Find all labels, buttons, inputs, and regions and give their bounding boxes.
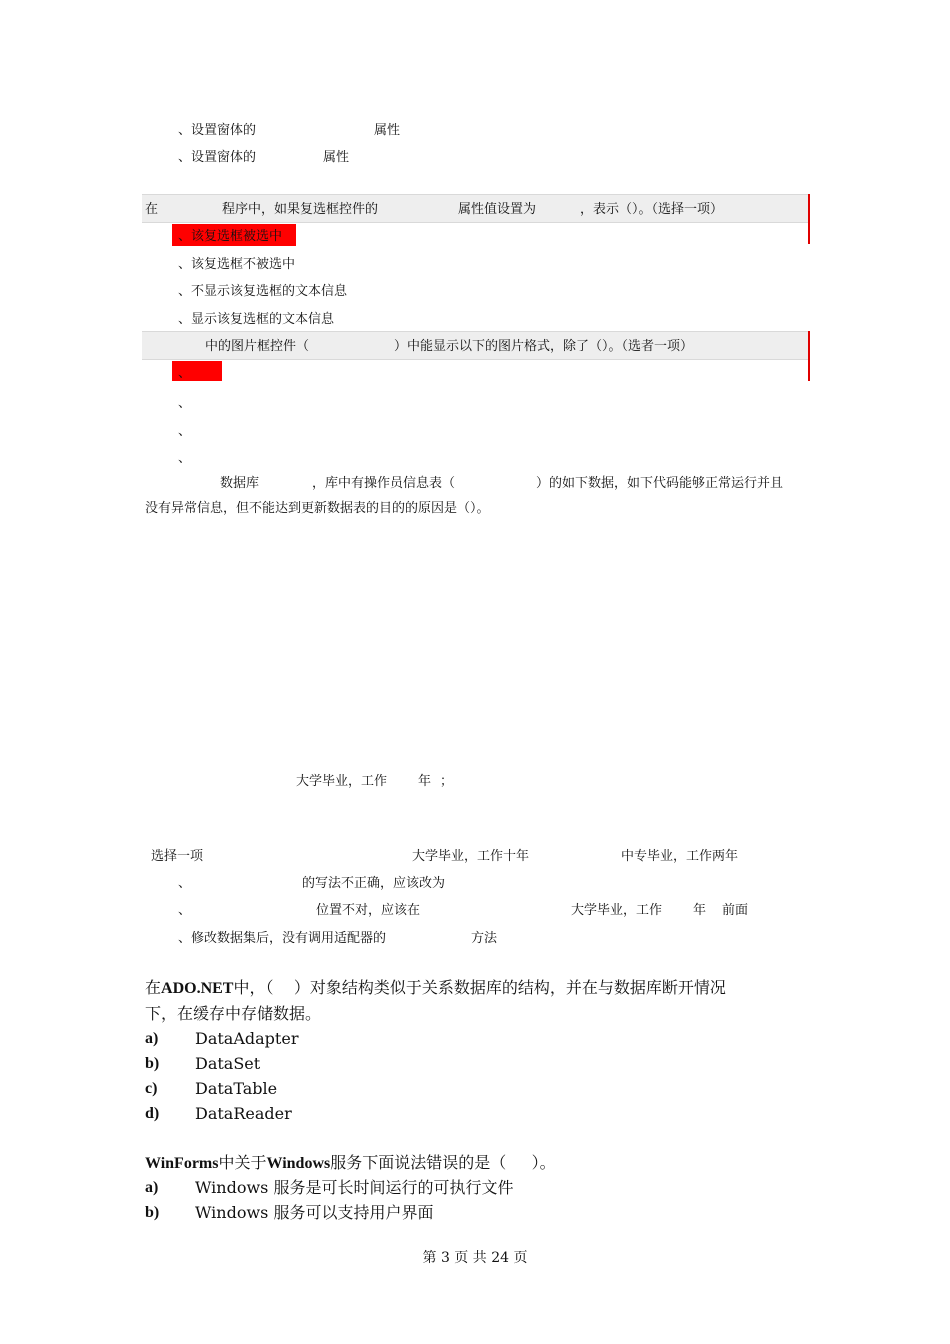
option-c: 方法 xyxy=(471,931,498,946)
table-row: 中专毕业，工作两年 xyxy=(621,849,739,864)
option-d: 、 xyxy=(178,451,192,466)
option-label: a) xyxy=(145,1030,159,1047)
option-text: DataSet xyxy=(195,1054,261,1073)
option-b: 、 xyxy=(178,903,192,918)
option-text: Windows 服务是可长时间运行的可执行文件 xyxy=(195,1178,514,1197)
question-stem: 中的图片框控件（ xyxy=(205,339,310,354)
question-stem: 数据库 xyxy=(220,476,260,491)
stem-bold: WinForms xyxy=(145,1155,219,1172)
option-a: 、 xyxy=(178,876,192,891)
option-b: 前面 xyxy=(722,903,749,918)
option-label: c) xyxy=(145,1080,158,1097)
question-stem: 下，在缓存中存储数据。 xyxy=(145,1004,322,1023)
option-text: Windows 服务可以支持用户界面 xyxy=(195,1203,434,1222)
option-text: DataAdapter xyxy=(195,1029,299,1048)
option-c: 、不显示该复选框的文本信息 xyxy=(178,284,348,299)
question-stem: ）中能显示以下的图片格式，除了（）。（选者一项） xyxy=(394,339,694,354)
option-b: 、 xyxy=(178,396,192,411)
revision-bar xyxy=(808,331,810,381)
option-text: DataReader xyxy=(195,1104,292,1123)
page-footer: 第 3 页 共 24 页 xyxy=(422,1250,528,1266)
option-b: 位置不对，应该在 xyxy=(316,903,421,918)
question-stem: ，库中有操作员信息表（ xyxy=(312,476,456,491)
stem-text: 中关于 xyxy=(218,1153,267,1172)
question-stem: 在 xyxy=(145,202,159,217)
question-stem: ，表示（）。（选择一项） xyxy=(580,202,724,217)
option-d-attr: 属性 xyxy=(323,150,350,165)
option-c: 、 xyxy=(178,424,192,439)
code-fragment: ； xyxy=(440,774,454,789)
option-c: 、修改数据集后，没有调用适配器的 xyxy=(178,931,387,946)
question-stem: 程序中，如果复选框控件的 xyxy=(222,202,379,217)
option-a: 的写法不正确，应该改为 xyxy=(302,876,446,891)
revision-bar xyxy=(808,194,810,244)
option-b: 大学毕业，工作 xyxy=(571,903,663,918)
option-text: DataTable xyxy=(195,1079,278,1098)
stem-text: 中，（ ）对象结构类似于关系数据库的结构，并在与数据库断开情况 xyxy=(233,978,726,997)
question-stem: 没有异常信息，但不能达到更新数据表的目的的原因是（）。 xyxy=(145,501,490,516)
option-d: 、显示该复选框的文本信息 xyxy=(178,312,335,327)
option-a: 、该复选框被选中 xyxy=(178,229,283,244)
question-stem: 属性值设置为 xyxy=(458,202,537,217)
question-stem xyxy=(145,978,726,999)
stem-bold: Windows xyxy=(266,1155,331,1172)
stem-bold: ADO.NET xyxy=(161,980,234,997)
code-fragment: 大学毕业，工作 xyxy=(296,774,388,789)
choose-label: 选择一项 xyxy=(151,849,204,864)
option-label: b) xyxy=(145,1055,160,1072)
code-fragment: 年 xyxy=(418,774,432,789)
question-stem xyxy=(145,1153,556,1174)
option-b: 年 xyxy=(693,903,707,918)
option-a: 、 xyxy=(178,366,192,381)
table-row: 大学毕业，工作十年 xyxy=(412,849,530,864)
option-d-text: 、设置窗体的 xyxy=(178,150,257,165)
question-stem: ）的如下数据，如下代码能够正常运行并且 xyxy=(536,476,784,491)
option-label: b) xyxy=(145,1204,160,1221)
option-c-text: 、设置窗体的 xyxy=(178,123,257,138)
stem-text: 服务下面说法错误的是（ ）。 xyxy=(330,1153,556,1172)
option-b: 、该复选框不被选中 xyxy=(178,257,296,272)
option-label: a) xyxy=(145,1179,159,1196)
option-c-attr: 属性 xyxy=(374,123,401,138)
stem-text: 在 xyxy=(145,978,162,997)
option-label: d) xyxy=(145,1105,160,1122)
